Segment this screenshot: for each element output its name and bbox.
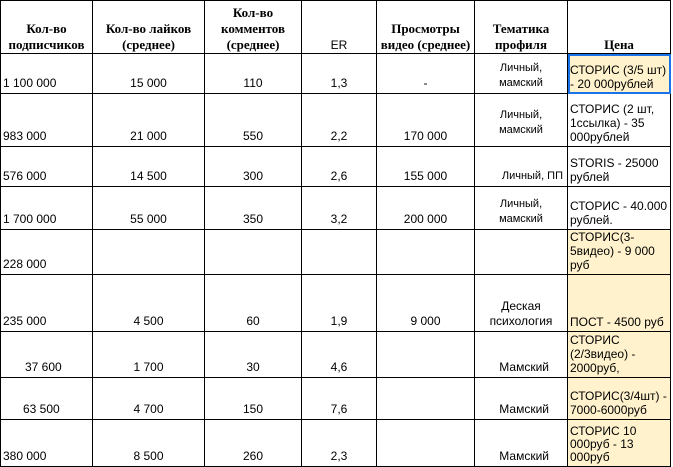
cell-subscribers[interactable]: 380 000 — [1, 420, 93, 467]
table-row — [1, 378, 671, 420]
cell-views[interactable]: - — [377, 54, 475, 94]
cell-er[interactable]: 1,3 — [302, 54, 377, 94]
cell-price[interactable]: СТОРИС (2/3видео) - 2000руб, — [568, 332, 671, 378]
cell-subscribers[interactable]: 63 500 — [1, 378, 93, 420]
cell-topic[interactable]: Мамский — [475, 378, 568, 420]
cell-views[interactable]: 200 000 — [377, 187, 475, 230]
header-row — [1, 1, 671, 54]
cell-comments[interactable]: 60 — [205, 275, 302, 332]
table-row — [1, 275, 671, 332]
cell-likes[interactable]: 14 500 — [93, 147, 205, 187]
cell-comments[interactable]: 260 — [205, 420, 302, 467]
header-comments[interactable]: Кол-во комментов (среднее) — [205, 1, 302, 54]
cell-likes[interactable]: 21 000 — [93, 94, 205, 147]
cell-er[interactable]: 2,2 — [302, 94, 377, 147]
cell-subscribers[interactable]: 1 700 000 — [1, 187, 93, 230]
header-price[interactable]: Цена — [568, 1, 671, 54]
cell-topic[interactable]: Личный, ПП — [475, 147, 568, 187]
cell-er[interactable]: 2,6 — [302, 147, 377, 187]
cell-subscribers[interactable]: 576 000 — [1, 147, 93, 187]
cell-er[interactable]: 7,6 — [302, 378, 377, 420]
cell-views[interactable] — [377, 378, 475, 420]
cell-price[interactable]: СТОРИС (2 шт, 1ссылка) - 35 000рублей — [568, 94, 671, 147]
cell-price[interactable]: СТОРИС (3/5 шт) - 20 000рублей — [568, 54, 671, 94]
cell-comments[interactable]: 550 — [205, 94, 302, 147]
cell-topic[interactable] — [475, 230, 568, 275]
cell-topic[interactable]: Личный, мамский — [475, 54, 568, 94]
table-row — [1, 230, 671, 275]
cell-comments[interactable]: 30 — [205, 332, 302, 378]
cell-likes[interactable]: 4 500 — [93, 275, 205, 332]
cell-er[interactable]: 3,2 — [302, 187, 377, 230]
cell-comments[interactable]: 150 — [205, 378, 302, 420]
cell-subscribers[interactable]: 983 000 — [1, 94, 93, 147]
cell-views[interactable]: 9 000 — [377, 275, 475, 332]
header-likes[interactable]: Кол-во лайков (среднее) — [93, 1, 205, 54]
cell-views[interactable] — [377, 420, 475, 467]
cell-topic[interactable]: Личный, мамский — [475, 187, 568, 230]
cell-price[interactable]: СТОРИС - 40.000 рублей. — [568, 187, 671, 230]
table-row — [1, 54, 671, 94]
cell-topic[interactable]: Мамский — [475, 420, 568, 467]
header-topic[interactable]: Тематика профиля — [475, 1, 568, 54]
cell-likes[interactable] — [93, 230, 205, 275]
cell-likes[interactable]: 15 000 — [93, 54, 205, 94]
cell-price[interactable]: ПОСТ - 4500 руб — [568, 275, 671, 332]
cell-likes[interactable]: 55 000 — [93, 187, 205, 230]
cell-subscribers[interactable]: 235 000 — [1, 275, 93, 332]
table-row — [1, 94, 671, 147]
cell-price[interactable]: СТОРИС(3-5видео) - 9 000 руб — [568, 230, 671, 275]
cell-price[interactable]: СТОРИС 10 000руб - 13 000руб — [568, 420, 671, 467]
table-row — [1, 420, 671, 467]
cell-topic[interactable]: Личный, мамский — [475, 94, 568, 147]
cell-likes[interactable]: 8 500 — [93, 420, 205, 467]
cell-comments[interactable]: 110 — [205, 54, 302, 94]
cell-er[interactable] — [302, 230, 377, 275]
cell-comments[interactable]: 300 — [205, 147, 302, 187]
cell-views[interactable] — [377, 332, 475, 378]
cell-views[interactable]: 155 000 — [377, 147, 475, 187]
header-views[interactable]: Просмотры видео (среднее) — [377, 1, 475, 54]
table-row — [1, 187, 671, 230]
cell-er[interactable]: 4,6 — [302, 332, 377, 378]
cell-comments[interactable] — [205, 230, 302, 275]
header-er[interactable]: ER — [302, 1, 377, 54]
cell-er[interactable]: 1,9 — [302, 275, 377, 332]
cell-likes[interactable]: 1 700 — [93, 332, 205, 378]
cell-subscribers[interactable]: 1 100 000 — [1, 54, 93, 94]
cell-price[interactable]: СТОРИС(3/4шт) - 7000-6000руб — [568, 378, 671, 420]
cell-comments[interactable]: 350 — [205, 187, 302, 230]
cell-price[interactable]: STORIS - 25000 рублей — [568, 147, 671, 187]
table-row — [1, 332, 671, 378]
table-row — [1, 147, 671, 187]
cell-er[interactable]: 2,3 — [302, 420, 377, 467]
cell-subscribers[interactable]: 228 000 — [1, 230, 93, 275]
cell-views[interactable]: 170 000 — [377, 94, 475, 147]
cell-subscribers[interactable]: 37 600 — [1, 332, 93, 378]
header-subscribers[interactable]: Кол-во подписчиков — [1, 1, 93, 54]
cell-topic[interactable]: Деская психология — [475, 275, 568, 332]
cell-views[interactable] — [377, 230, 475, 275]
cell-topic[interactable]: Мамский — [475, 332, 568, 378]
cell-likes[interactable]: 4 700 — [93, 378, 205, 420]
